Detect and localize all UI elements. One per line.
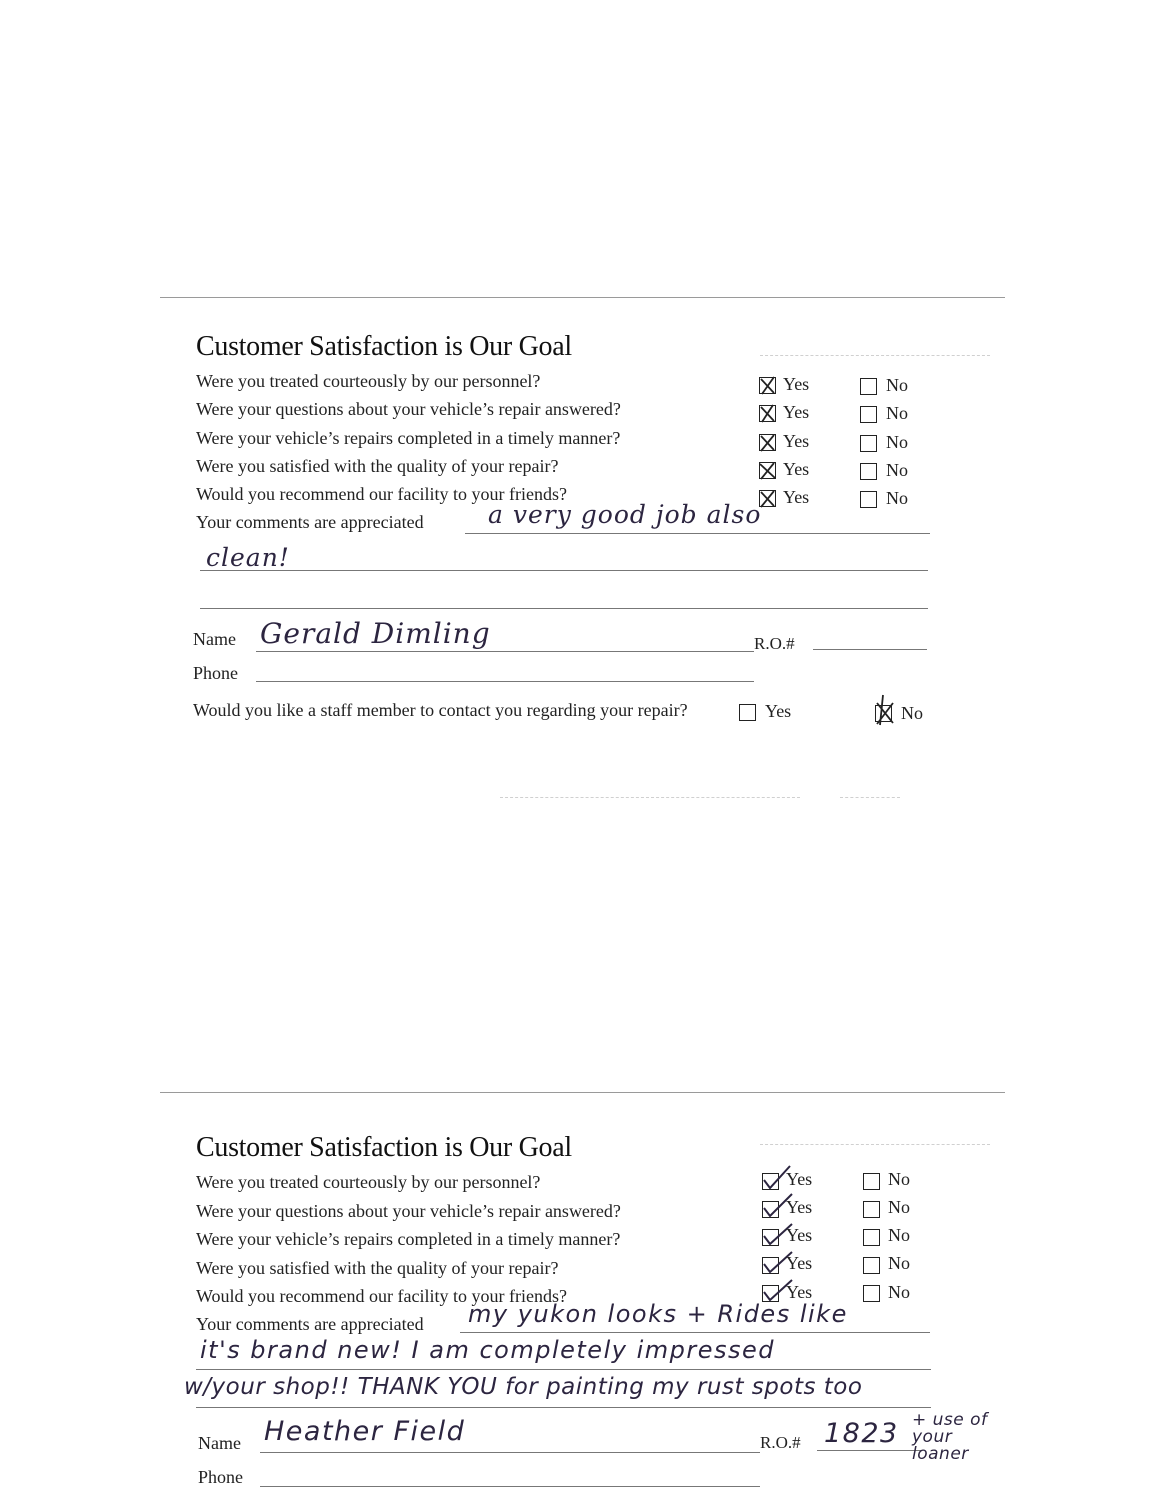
ro-label: R.O.# (760, 1433, 801, 1452)
question-quality: Were you satisfied with the quality of your repair? (196, 1258, 559, 1278)
survey-card-1 (160, 297, 1005, 797)
question-recommend: Would you recommend our facility to your friends? (196, 1286, 567, 1306)
question-recommend: Would you recommend our facility to your friends? (196, 484, 567, 504)
handwritten-name: Gerald Dimling (260, 617, 491, 650)
no-label: No (886, 403, 908, 423)
ro-line (813, 649, 927, 650)
comment-line (196, 1407, 931, 1408)
question-timely: Were your vehicle’s repairs completed in a timely manner? (196, 428, 621, 448)
no-label: No (886, 375, 908, 395)
no-checkbox[interactable] (863, 1201, 880, 1218)
comment-line (200, 608, 928, 609)
yes-label: Yes (783, 459, 810, 479)
no-checkbox[interactable] (860, 378, 877, 395)
no-label: No (886, 432, 908, 452)
name-line (256, 651, 754, 652)
yes-label: Yes (786, 1225, 813, 1245)
yes-checkbox[interactable] (759, 405, 776, 422)
contact-question: Would you like a staff member to contact you regarding your repair? (193, 700, 688, 720)
card-top-border (160, 297, 1005, 298)
no-checkbox[interactable] (860, 406, 877, 423)
yes-checkbox[interactable] (762, 1257, 779, 1274)
no-label: No (886, 488, 908, 508)
comment-line (200, 570, 928, 571)
no-checkbox[interactable] (863, 1285, 880, 1302)
yes-label: Yes (783, 487, 810, 507)
no-checkbox[interactable] (863, 1229, 880, 1246)
no-label: No (888, 1225, 910, 1245)
question-timely: Were your vehicle’s repairs completed in a timely manner? (196, 1229, 621, 1249)
comment-line (460, 1332, 930, 1333)
no-checkbox[interactable] (860, 463, 877, 480)
yes-label: Yes (786, 1282, 813, 1302)
ro-label: R.O.# (754, 634, 795, 653)
handwritten-name: Heather Field (264, 1416, 466, 1447)
yes-label: Yes (783, 431, 810, 451)
no-checkbox[interactable] (860, 491, 877, 508)
handwritten-side-note: + use of your loaner (912, 1410, 988, 1464)
survey-card-2 (160, 1092, 1005, 1500)
yes-label: Yes (783, 374, 810, 394)
no-label: No (888, 1253, 910, 1273)
faint-print-mark (760, 355, 990, 356)
yes-checkbox[interactable] (762, 1173, 779, 1190)
question-answered: Were your questions about your vehicle’s repair answered? (196, 1201, 621, 1221)
yes-label: Yes (783, 402, 810, 422)
no-checkbox[interactable] (860, 435, 877, 452)
yes-label: Yes (786, 1197, 813, 1217)
contact-no-label: No (901, 703, 923, 723)
comment-line (465, 533, 930, 534)
comments-label: Your comments are appreciated (196, 512, 424, 532)
yes-label: Yes (786, 1169, 813, 1189)
handwritten-comment: clean! (206, 543, 290, 572)
handwritten-comment: my yukon looks + Rides like (468, 1300, 848, 1328)
yes-label: Yes (786, 1253, 813, 1273)
name-line (260, 1452, 760, 1453)
card-title: Customer Satisfaction is Our Goal (196, 331, 572, 362)
handwritten-comment: a very good job also (488, 500, 762, 529)
no-checkbox[interactable] (863, 1257, 880, 1274)
handwritten-ro-number: 1823 (824, 1418, 899, 1449)
comment-line (196, 1369, 931, 1370)
comments-label: Your comments are appreciated (196, 1314, 424, 1334)
contact-yes-label: Yes (765, 701, 792, 721)
yes-checkbox[interactable] (759, 377, 776, 394)
card-top-border (160, 1092, 1005, 1093)
phone-label: Phone (198, 1467, 243, 1487)
phone-line (260, 1486, 760, 1487)
question-answered: Were your questions about your vehicle’s repair answered? (196, 399, 621, 419)
question-courteous: Were you treated courteously by our personnel? (196, 1172, 541, 1192)
yes-checkbox[interactable] (762, 1201, 779, 1218)
yes-checkbox[interactable] (762, 1229, 779, 1246)
yes-checkbox[interactable] (759, 462, 776, 479)
yes-checkbox[interactable] (759, 434, 776, 451)
phone-label: Phone (193, 663, 238, 683)
card-title: Customer Satisfaction is Our Goal (196, 1132, 572, 1163)
handwritten-comment: w/your shop!! THANK YOU for painting my rust spots too (184, 1374, 863, 1400)
no-label: No (888, 1169, 910, 1189)
faint-print-mark (840, 797, 900, 798)
yes-checkbox[interactable] (759, 490, 776, 507)
name-label: Name (198, 1433, 241, 1453)
no-label: No (888, 1282, 910, 1302)
name-label: Name (193, 629, 236, 649)
faint-print-mark (500, 797, 800, 798)
handwritten-comment: it's brand new! I am completely impressed (200, 1336, 775, 1364)
question-quality: Were you satisfied with the quality of your repair? (196, 456, 559, 476)
no-label: No (888, 1197, 910, 1217)
ro-line (817, 1450, 922, 1451)
faint-print-mark (760, 1144, 990, 1145)
no-label: No (886, 460, 908, 480)
contact-yes-checkbox[interactable] (739, 704, 756, 721)
question-courteous: Were you treated courteously by our personnel? (196, 371, 541, 391)
contact-no-checkbox[interactable] (875, 705, 892, 722)
no-checkbox[interactable] (863, 1173, 880, 1190)
phone-line (256, 681, 754, 682)
